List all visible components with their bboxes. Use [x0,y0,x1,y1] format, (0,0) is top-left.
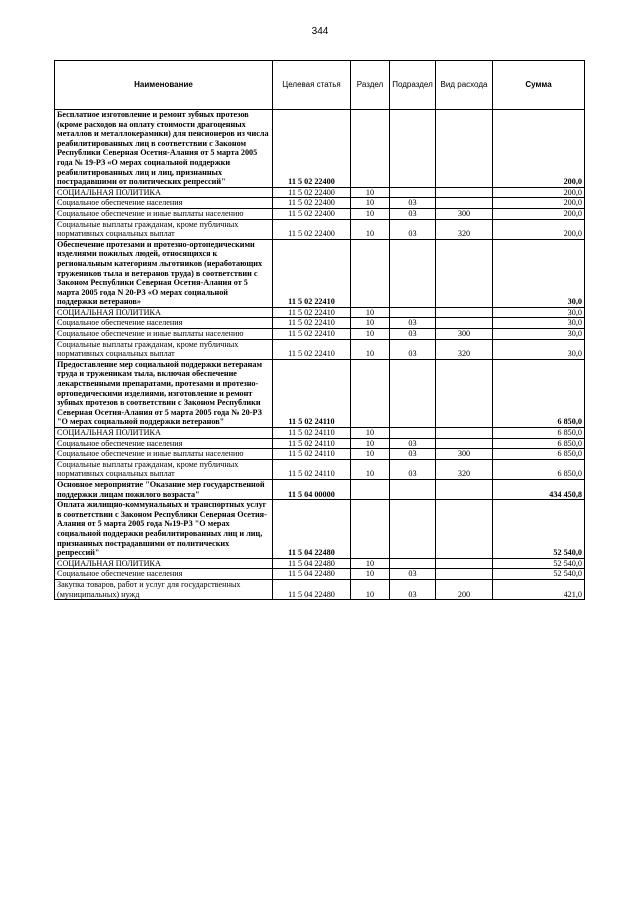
row-kind: 200 [436,579,493,599]
row-subsection: 03 [390,329,436,340]
row-kind: 320 [436,219,493,239]
row-sum: 30,0 [493,339,585,359]
row-sum: 30,0 [493,307,585,318]
row-subsection [390,359,436,427]
row-code: 11 5 02 22400 [273,110,351,188]
row-kind [436,438,493,449]
row-sum: 434 450,8 [493,479,585,499]
table-row [55,459,585,479]
row-sum: 200,0 [493,208,585,219]
row-subsection [390,307,436,318]
row-section [351,110,390,188]
row-code: 11 5 02 24110 [273,428,351,439]
row-subsection: 03 [390,219,436,239]
row-kind: 320 [436,459,493,479]
row-code: 11 5 02 24110 [273,459,351,479]
row-code: 11 5 02 22410 [273,339,351,359]
row-kind [436,359,493,427]
row-code: 11 5 04 22480 [273,579,351,599]
row-kind [436,500,493,559]
row-section: 10 [351,208,390,219]
table-row [55,449,585,460]
table-row [55,579,585,599]
row-subsection: 03 [390,459,436,479]
row-subsection [390,239,436,307]
row-code: 11 5 04 22480 [273,558,351,569]
row-subsection: 03 [390,438,436,449]
row-subsection [390,428,436,439]
row-kind [436,187,493,198]
table-row [55,479,585,499]
row-code: 11 5 02 22410 [273,318,351,329]
row-name: Социальное обеспечение и иные выплаты населению [55,208,273,219]
row-name: Основное мероприятие "Оказание мер государственной поддержки лицам пожилого возраста" [55,479,273,499]
table-row [55,110,585,188]
row-name: Социальное обеспечение и иные выплаты населению [55,449,273,460]
table-header-row [55,61,585,110]
row-sum: 30,0 [493,329,585,340]
row-section: 10 [351,459,390,479]
row-subsection: 03 [390,569,436,580]
row-kind [436,558,493,569]
row-name: СОЦИАЛЬНАЯ ПОЛИТИКА [55,187,273,198]
row-subsection: 03 [390,208,436,219]
row-name: СОЦИАЛЬНАЯ ПОЛИТИКА [55,307,273,318]
row-section: 10 [351,307,390,318]
table-row [55,318,585,329]
row-section: 10 [351,428,390,439]
row-section: 10 [351,318,390,329]
row-subsection: 03 [390,198,436,209]
row-sum: 200,0 [493,219,585,239]
row-section: 10 [351,329,390,340]
row-kind [436,110,493,188]
row-name: Социальные выплаты гражданам, кроме публичных нормативных социальных выплат [55,339,273,359]
row-sum: 200,0 [493,187,585,198]
table-row [55,239,585,307]
row-subsection [390,500,436,559]
row-code: 11 5 04 22480 [273,569,351,580]
row-code: 11 5 02 22400 [273,219,351,239]
table-row [55,198,585,209]
row-code: 11 5 02 22400 [273,187,351,198]
row-section: 10 [351,558,390,569]
row-name: Предоставление мер социальной поддержки ветеранам труда и труженикам тыла, включая обеспечение лекарственными препаратами, протезами и протезно-ортопедическими изделиями, изготовление и ремонт зубных протезов в соответствии с Законом Республики Северная Осетия-Алания от 5 марта 2005 года № 20-РЗ "О мерах социальной поддержки ветеранов" [55,359,273,427]
row-name: Социальное обеспечение населения [55,318,273,329]
row-subsection [390,558,436,569]
row-sum: 6 850,0 [493,359,585,427]
row-section: 10 [351,198,390,209]
table-row [55,558,585,569]
row-code: 11 5 02 24110 [273,438,351,449]
table-row [55,219,585,239]
row-subsection: 03 [390,579,436,599]
header-subsection: Подраздел [390,61,436,110]
row-code: 11 5 04 00000 [273,479,351,499]
table-row [55,208,585,219]
header-name: Наименование [55,61,273,110]
row-subsection: 03 [390,339,436,359]
row-kind [436,318,493,329]
row-sum: 52 540,0 [493,569,585,580]
header-sum: Сумма [493,61,585,110]
row-name: Закупка товаров, работ и услуг для государственных (муниципальных) нужд [55,579,273,599]
table-row [55,500,585,559]
row-sum: 6 850,0 [493,449,585,460]
budget-table [54,60,585,600]
row-name: Обеспечение протезами и протезно-ортопедическими изделиями пожилых людей, относящихся к региональным категориям льготников (неработающих тружеников тыла и ветеранов труда) в соответствии с Законом Республики Северная Осетия-Алания от 5 марта 2005 года N 20-РЗ «О мерах социальной поддержки ветеранов» [55,239,273,307]
row-subsection [390,187,436,198]
row-subsection [390,110,436,188]
row-sum: 30,0 [493,239,585,307]
row-section [351,239,390,307]
row-section: 10 [351,438,390,449]
table-row [55,307,585,318]
row-kind [436,569,493,580]
header-section: Раздел [351,61,390,110]
row-section: 10 [351,219,390,239]
row-kind [436,428,493,439]
row-section [351,500,390,559]
row-code: 11 5 02 22400 [273,198,351,209]
row-subsection [390,479,436,499]
row-name: СОЦИАЛЬНАЯ ПОЛИТИКА [55,558,273,569]
row-name: СОЦИАЛЬНАЯ ПОЛИТИКА [55,428,273,439]
row-name: Социальное обеспечение и иные выплаты населению [55,329,273,340]
row-kind [436,479,493,499]
row-sum: 421,0 [493,579,585,599]
row-sum: 6 850,0 [493,438,585,449]
row-name: Социальные выплаты гражданам, кроме публичных нормативных социальных выплат [55,459,273,479]
table-row [55,569,585,580]
row-code: 11 5 02 24110 [273,359,351,427]
row-kind: 300 [436,208,493,219]
table-row [55,339,585,359]
row-kind: 300 [436,329,493,340]
row-section [351,479,390,499]
row-sum: 30,0 [493,318,585,329]
row-sum: 52 540,0 [493,558,585,569]
row-code: 11 5 02 22410 [273,329,351,340]
header-code: Целевая статья [273,61,351,110]
row-section: 10 [351,579,390,599]
row-sum: 200,0 [493,198,585,209]
row-kind [436,239,493,307]
row-sum: 200,0 [493,110,585,188]
row-kind: 300 [436,449,493,460]
table-row [55,438,585,449]
row-name: Социальное обеспечение населения [55,198,273,209]
row-name: Бесплатное изготовление и ремонт зубных протезов (кроме расходов на оплату стоимости драгоценных металлов и металлокерамики) для пенсионеров из числа реабилитированных лиц в соответствии с Законом Республики Северная Осетия-Алания от 5 марта 2005 года № 19-РЗ «О мерах социальной поддержки реабилитированных лиц и лиц, признанных пострадавшими от политических репрессий" [55,110,273,188]
row-code: 11 5 02 22400 [273,208,351,219]
row-code: 11 5 04 22480 [273,500,351,559]
row-kind [436,198,493,209]
row-kind: 320 [436,339,493,359]
row-code: 11 5 02 22410 [273,307,351,318]
row-section: 10 [351,339,390,359]
table-body [55,110,585,600]
row-kind [436,307,493,318]
table-row [55,428,585,439]
header-kind: Вид расхода [436,61,493,110]
page-number: 344 [311,26,329,37]
row-sum: 6 850,0 [493,459,585,479]
row-name: Социальное обеспечение населения [55,438,273,449]
row-code: 11 5 02 22410 [273,239,351,307]
row-code: 11 5 02 24110 [273,449,351,460]
table-row [55,359,585,427]
row-name: Социальные выплаты гражданам, кроме публичных нормативных социальных выплат [55,219,273,239]
row-subsection: 03 [390,318,436,329]
row-section: 10 [351,569,390,580]
row-sum: 52 540,0 [493,500,585,559]
row-section: 10 [351,449,390,460]
row-subsection: 03 [390,449,436,460]
row-sum: 6 850,0 [493,428,585,439]
table-row [55,187,585,198]
table-row [55,329,585,340]
row-name: Социальное обеспечение населения [55,569,273,580]
row-section [351,359,390,427]
row-section: 10 [351,187,390,198]
row-name: Оплата жилищно-коммунальных и транспортных услуг в соответствии с Законом Республики Северная Осетия-Алания от 5 марта 2005 года №19-РЗ "О мерах социальной поддержки реабилитированных лиц и лиц, признанных пострадавшими от политических репрессий" [55,500,273,559]
